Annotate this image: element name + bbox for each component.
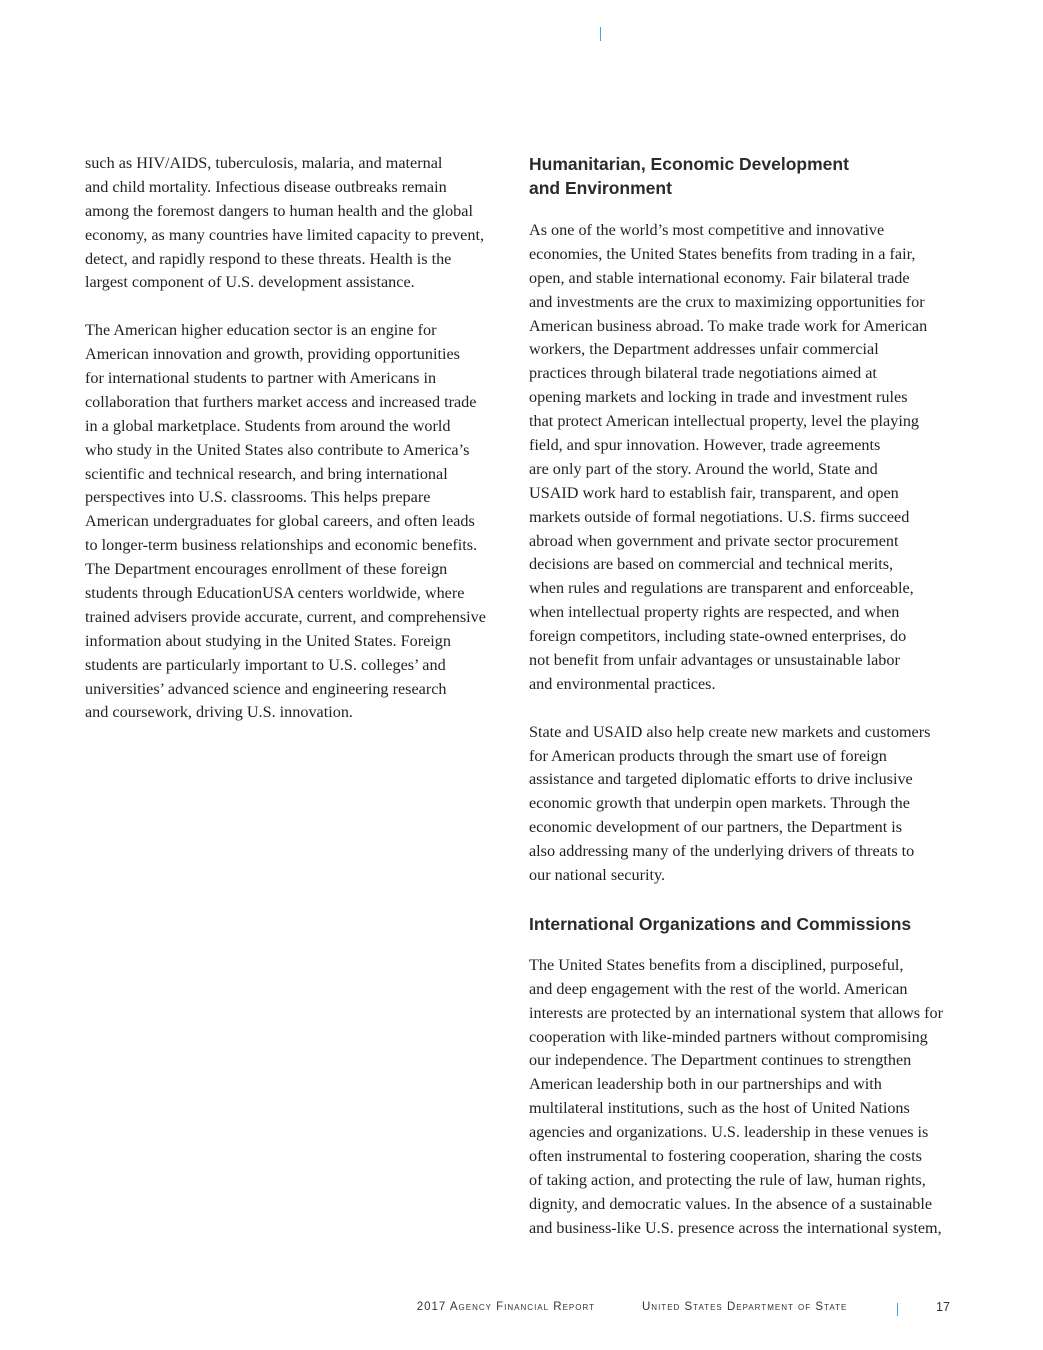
text-line: The United States benefits from a disciplined, purposeful, <box>529 955 904 974</box>
text-line: American business abroad. To make trade work for American <box>529 316 928 335</box>
text-line: The Department encourages enrollment of these foreign <box>85 560 448 579</box>
text-line: collaboration that furthers market access and increased trade <box>85 392 477 411</box>
text-line: universities’ advanced science and engineering research <box>85 679 447 698</box>
paragraph-engagement <box>529 954 957 1241</box>
text-line: in a global marketplace. Students from around the world <box>85 416 451 435</box>
text-line: foreign competitors, including state-owned enterprises, do <box>529 627 907 646</box>
text-line: agencies and organizations. U.S. leadership in these venues is <box>529 1123 929 1142</box>
text-line: The American higher education sector is an engine for <box>85 321 437 340</box>
text-line: abroad when government and private sector procurement <box>529 531 899 550</box>
text-line: economies, the United States benefits from trading in a fair, <box>529 244 916 263</box>
text-line: American leadership both in our partnerships and with <box>529 1075 882 1094</box>
text-line: decisions are based on commercial and technical merits, <box>529 555 894 574</box>
text-line: interests are protected by an international system that allows for <box>529 1003 943 1022</box>
text-line: opening markets and locking in trade and investment rules <box>529 388 908 407</box>
paragraph-health <box>85 152 505 295</box>
text-line: perspectives into U.S. classrooms. This helps prepare <box>85 488 431 507</box>
section-heading-humanitarian <box>529 152 957 200</box>
text-line: who study in the United States also contribute to America’s <box>85 440 470 459</box>
text-line: workers, the Department addresses unfair commercial <box>529 340 879 359</box>
text-line: often instrumental to fostering cooperation, sharing the costs <box>529 1146 922 1165</box>
heading-line: Humanitarian, Economic Development <box>529 154 849 174</box>
text-line: economy, as many countries have limited capacity to prevent, <box>85 225 485 244</box>
footer-department: United States Department of State <box>642 1301 848 1313</box>
text-line: largest component of U.S. development assistance. <box>85 273 415 292</box>
text-line: economic growth that underpin open markets. Through the <box>529 794 910 813</box>
page-number: 17 <box>936 1300 950 1314</box>
text-line: USAID work hard to establish fair, transparent, and open <box>529 483 899 502</box>
text-line: students through EducationUSA centers worldwide, where <box>85 584 465 603</box>
text-line: American innovation and growth, providing opportunities <box>85 345 460 364</box>
text-line: State and USAID also help create new markets and customers <box>529 722 931 741</box>
text-line: trained advisers provide accurate, current, and comprehensive <box>85 607 486 626</box>
paragraph-higher-education <box>85 319 505 725</box>
footer-separator-rule <box>897 1303 898 1316</box>
section-heading-international-organizations <box>529 912 957 936</box>
text-line: cooperation with like-minded partners without compromising <box>529 1027 928 1046</box>
paragraph-trade <box>529 219 957 697</box>
text-line: when intellectual property rights are respected, and when <box>529 603 900 622</box>
text-line: and deep engagement with the rest of the world. American <box>529 979 908 998</box>
text-line: such as HIV/AIDS, tuberculosis, malaria, and maternal <box>85 154 443 172</box>
text-line: our independence. The Department continues to strengthen <box>529 1051 912 1070</box>
text-line: scientific and technical research, and bring international <box>85 464 448 483</box>
text-line: markets outside of formal negotiations. U.S. firms succeed <box>529 507 910 526</box>
text-line: to longer-term business relationships and economic benefits. <box>85 536 478 555</box>
left-column <box>85 152 505 749</box>
text-line: open, and stable international economy. Fair bilateral trade <box>529 268 910 287</box>
text-line: multilateral institutions, such as the host of United Nations <box>529 1099 910 1118</box>
text-line: and business-like U.S. presence across the international system, <box>529 1218 942 1237</box>
heading-line: and Environment <box>529 178 672 198</box>
text-line: field, and spur innovation. However, trade agreements <box>529 436 881 455</box>
text-line: of taking action, and protecting the rule of law, human rights, <box>529 1170 926 1189</box>
text-line: are only part of the story. Around the world, State and <box>529 459 878 478</box>
text-line: among the foremost dangers to human health and the global <box>85 201 473 220</box>
text-line: that protect American intellectual property, level the playing <box>529 412 920 431</box>
text-line: for international students to partner with Americans in <box>85 369 437 388</box>
text-line: not benefit from unfair advantages or unsustainable labor <box>529 651 900 670</box>
text-line: and environmental practices. <box>529 674 716 693</box>
right-column <box>529 152 957 1264</box>
text-line: our national security. <box>529 866 666 885</box>
text-line: dignity, and democratic values. In the absence of a sustainable <box>529 1194 933 1213</box>
text-line: information about studying in the United States. Foreign <box>85 631 451 650</box>
text-line: assistance and targeted diplomatic efforts to drive inclusive <box>529 770 913 789</box>
text-line: and coursework, driving U.S. innovation. <box>85 703 353 722</box>
text-line: and investments are the crux to maximizing opportunities for <box>529 292 925 311</box>
heading-line: International Organizations and Commissions <box>529 913 912 934</box>
text-line: also addressing many of the underlying drivers of threats to <box>529 842 915 861</box>
text-line: practices through bilateral trade negotiations aimed at <box>529 364 877 383</box>
text-line: detect, and rapidly respond to these threats. Health is the <box>85 249 452 268</box>
text-line: when rules and regulations are transparent and enforceable, <box>529 579 914 598</box>
page-footer <box>0 1300 1043 1320</box>
text-line: and child mortality. Infectious disease outbreaks remain <box>85 177 447 196</box>
footer-report-title: 2017 Agency Financial Report <box>416 1301 595 1313</box>
text-line: As one of the world’s most competitive and innovative <box>529 221 885 239</box>
header-accent-rule <box>600 27 601 41</box>
text-line: American undergraduates for global careers, and often leads <box>85 512 475 531</box>
text-line: economic development of our partners, the Department is <box>529 818 903 837</box>
paragraph-markets <box>529 721 957 888</box>
text-line: students are particularly important to U.S. colleges’ and <box>85 655 446 674</box>
text-line: for American products through the smart use of foreign <box>529 746 887 765</box>
